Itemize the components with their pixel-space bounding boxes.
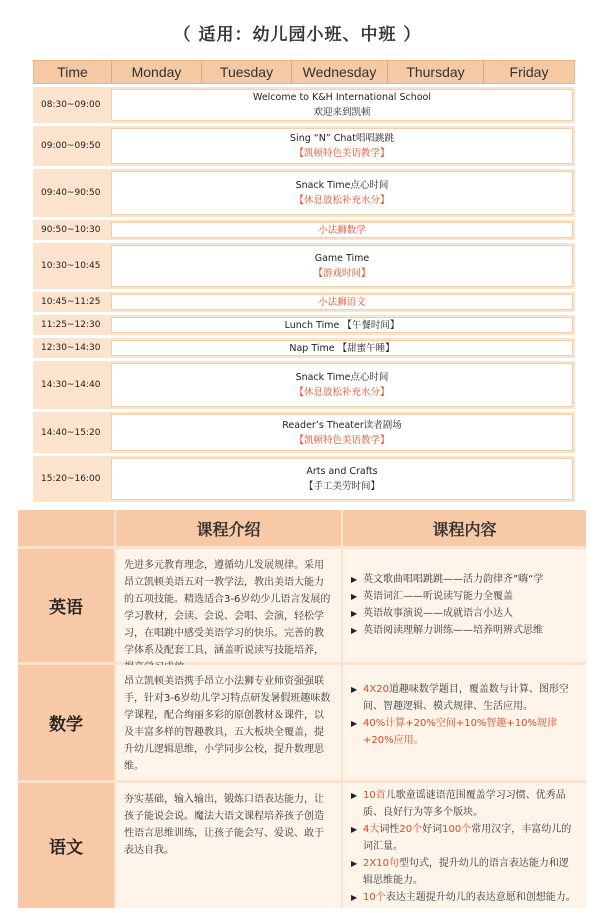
row-activity — [111, 222, 573, 238]
schedule-row — [33, 412, 575, 453]
subject-label: 语文 — [18, 783, 114, 908]
schedule-row — [33, 169, 575, 217]
curriculum-table — [18, 510, 586, 908]
header-course-content: 课程内容 — [341, 510, 586, 546]
curriculum-row-english — [18, 546, 586, 662]
activity-line: Welcome to K&H International School — [252, 92, 432, 103]
schedule-row — [33, 126, 575, 166]
course-intro: 先进多元教育理念，遵循幼儿发展规律。采用昂立凯顿美语五对一教学法，教出美语大能力的五项技能。精选适合3-6岁幼少儿语言发展的学习教材，会读、会说、会唱、会演，轻松学习，在唱跳中感受美语学习的快乐。完善的教学体系及配套工具，涵盖听说读写技能培养， — [114, 549, 341, 662]
content-item: ▶ 10首儿歌童谣谜语范围覆盖学习习惯、优秀品质、良好行为等多个版块。 — [351, 787, 578, 821]
activity-note: 【凯顿特色美语教学】 — [294, 148, 390, 159]
schedule-row — [33, 456, 575, 502]
row-time: 09:40~90:50 — [41, 188, 101, 198]
content-item: ▶ 英语词汇——听说读写能力全覆盖 — [351, 588, 578, 605]
row-time: 15:20~16:00 — [41, 474, 101, 484]
content-item: ▶ 40%计算+20%空间+10%智趣+10%规律+20%应用。 — [351, 715, 578, 749]
activity-line: Lunch Time 【午餐时间】 — [284, 319, 400, 331]
row-activity — [111, 128, 573, 164]
schedule-table — [33, 60, 575, 502]
content-item: ▶ 英语阅读理解力训练——培养明辨式思维 — [351, 622, 578, 639]
content-item: ▶ 英文歌曲唱唱跳跳——活力韵律齐”嗨“学 — [351, 571, 578, 588]
row-time: 14:40~15:20 — [41, 427, 101, 438]
content-item: ▶ 10个表达主题提升幼儿的表达意愿和创想能力。 — [351, 889, 578, 906]
schedule-row — [33, 338, 575, 358]
content-item: ▶ 4大词性20个好词100个常用汉字，丰富幼儿的词汇量。 — [351, 821, 578, 855]
content-item: ▶ 4X20道趣味数学题目，覆盖数与计算、图形空间、智趣逻辑、模式规律、生活应用。 — [351, 681, 578, 715]
course-content — [341, 549, 586, 662]
activity-line: Reader’s Theater读者剧场 — [282, 419, 402, 431]
activity-note: 【凯顿特色美语教学】 — [294, 434, 390, 446]
activity-line: Game Time — [314, 253, 370, 264]
subject-label: 英语 — [18, 549, 114, 662]
header-monday: Monday — [112, 61, 202, 83]
header-wednesday: Wednesday — [292, 61, 388, 83]
activity-line: Snack Time点心时间 — [295, 180, 389, 191]
row-activity — [111, 245, 573, 287]
schedule-row — [33, 87, 575, 123]
row-time: 90:50~10:30 — [41, 225, 101, 235]
content-item: ▶ 2X10句型句式，提升幼儿的语言表达能力和逻辑思维能力。 — [351, 855, 578, 889]
page-title: （ 适用：幼儿园小班、中班 ） — [173, 25, 422, 45]
activity-note: 小法狮语文 — [318, 296, 366, 308]
activity-line: 欢迎来到凯顿 — [313, 107, 371, 118]
schedule-row — [33, 220, 575, 240]
activity-note: 【游戏时间】 — [313, 268, 371, 279]
curriculum-row-math — [18, 662, 586, 780]
header-time: Time — [34, 61, 112, 83]
row-time: 10:45~11:25 — [41, 297, 101, 307]
subject-label: 数学 — [18, 665, 114, 780]
activity-note: 小法狮数学 — [318, 224, 366, 236]
activity-line: Arts and Crafts — [306, 466, 378, 477]
row-activity — [111, 317, 573, 333]
header-friday: Friday — [509, 64, 549, 80]
row-time: 12:30~14:30 — [41, 343, 101, 353]
activity-line: Snack Time点心时间 — [295, 372, 389, 383]
row-time: 11:25~12:30 — [41, 320, 101, 330]
activity-line: 【手工美劳时间】 — [303, 481, 380, 492]
course-content — [341, 783, 586, 908]
header-course-intro: 课程介绍 — [114, 510, 341, 546]
schedule-row — [33, 243, 575, 289]
activity-line: Sing “N” Chat唱唱跳跳 — [290, 133, 394, 144]
header-corner — [18, 510, 114, 546]
curriculum-header — [18, 510, 586, 546]
course-content — [341, 665, 586, 780]
row-activity — [111, 294, 573, 310]
header-thursday: Thursday — [388, 61, 484, 83]
row-activity — [111, 89, 573, 121]
row-activity — [111, 458, 573, 500]
activity-line: Nap Time 【甜蜜午睡】 — [289, 342, 395, 354]
schedule-row — [33, 315, 575, 335]
schedule-row — [33, 361, 575, 409]
row-activity — [111, 340, 573, 356]
row-time: 10:30~10:45 — [41, 261, 101, 271]
row-activity — [111, 414, 573, 451]
header-tuesday: Tuesday — [202, 61, 292, 83]
row-activity — [111, 363, 573, 407]
schedule-row — [33, 292, 575, 312]
course-intro: 夯实基础，输入输出，锻炼口语表达能力，让孩子能说会说。魔法大语文课程培养孩子创造性语言思维训练，让孩子能会写、爱说、敢于表达自我。 — [114, 783, 341, 908]
row-time: 09:00~09:50 — [41, 141, 101, 151]
course-intro: 昂立凯顿美语携手昂立小法狮专业师资强强联手，针对3-6岁幼儿学习特点研发暑假班趣味数学课程，配合绚丽多彩的原创教材＆课件，以及丰富多样的智趣教具，五大板块全覆盖，提升幼儿逻辑思维，小学同步公校，提升数理思维。 — [114, 665, 341, 780]
row-time: 14:30~14:40 — [41, 380, 101, 390]
content-item: ▶ 英语故事演说——成就语言小达人 — [351, 605, 578, 622]
row-activity — [111, 171, 573, 215]
activity-note: 【休息放松补充水分】 — [294, 195, 390, 206]
row-time: 08:30~09:00 — [41, 100, 101, 110]
curriculum-row-chinese — [18, 780, 586, 908]
schedule-header — [33, 60, 575, 84]
activity-note: 【休息放松补充水分】 — [294, 387, 390, 398]
